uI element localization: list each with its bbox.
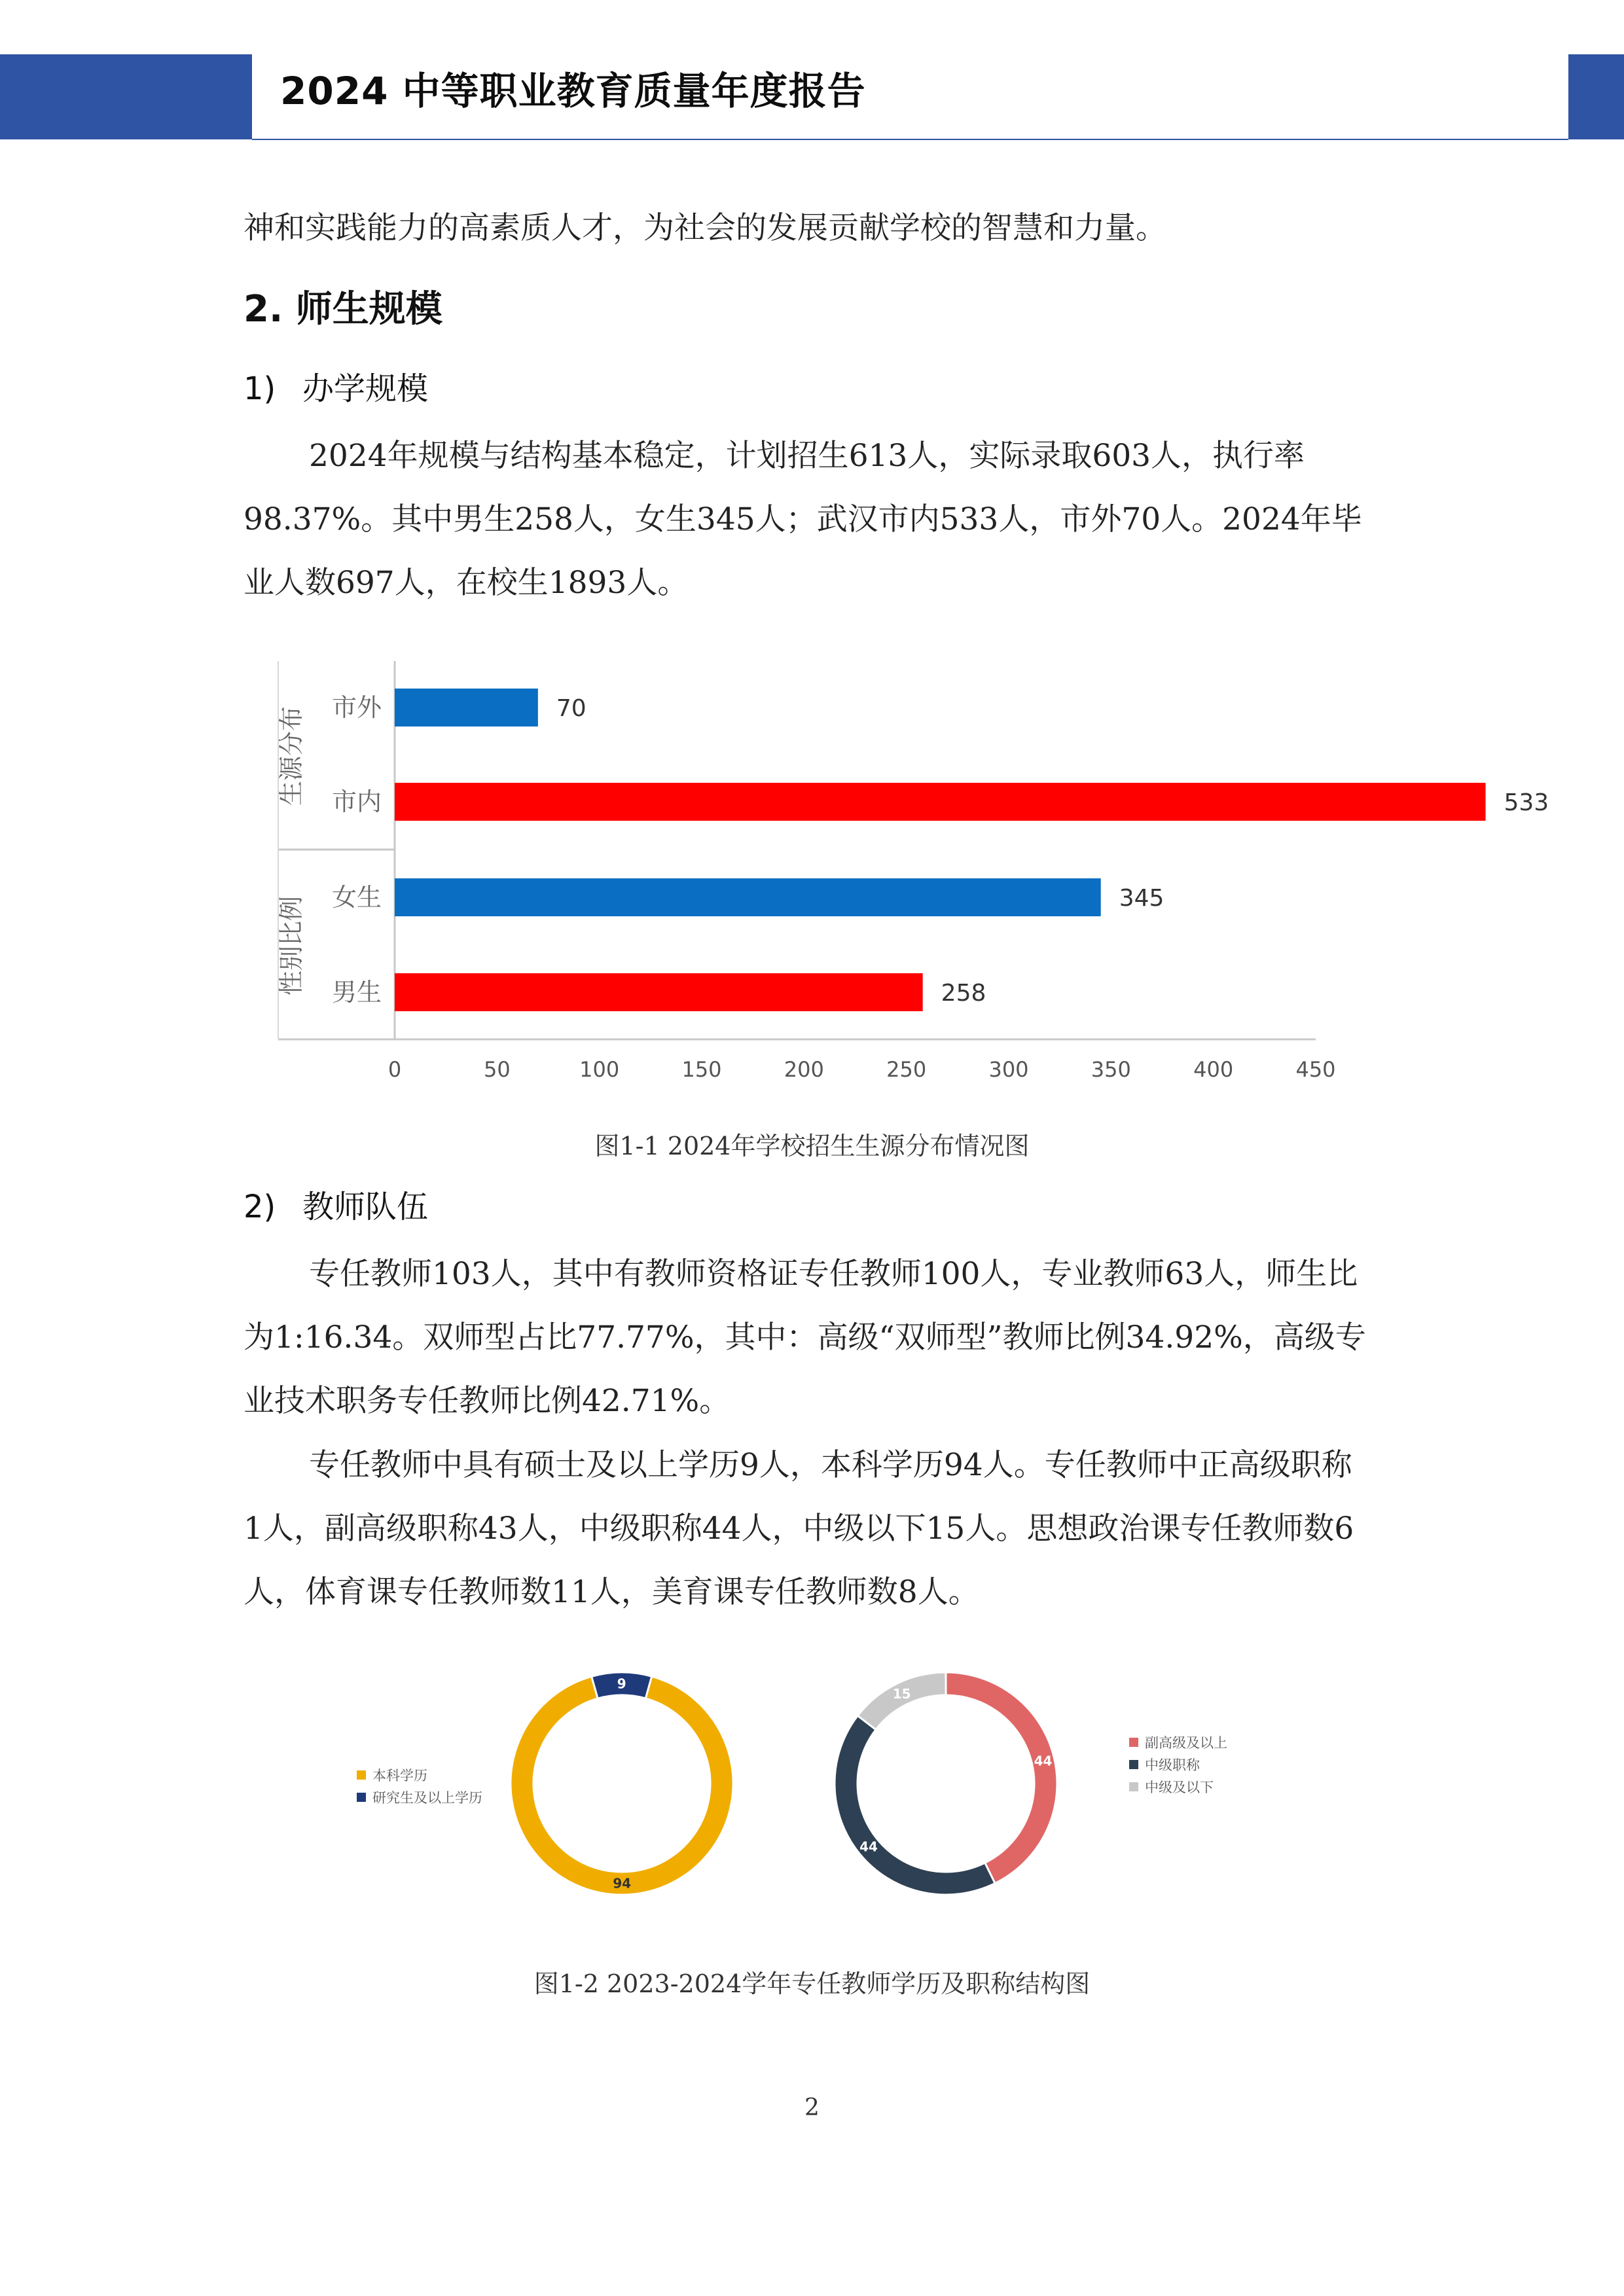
chart1-group-label: 性别比例 [277, 895, 306, 996]
chart1-tick-label: 100 [579, 1057, 620, 1082]
donut-data-label: 15 [892, 1686, 911, 1702]
subsection-heading-teachers [244, 1181, 428, 1227]
header-rule [252, 139, 1568, 140]
chart1-category-label: 市外 [331, 693, 382, 722]
legend-label: 中级及以下 [1145, 1780, 1214, 1795]
legend-swatch [1129, 1760, 1138, 1769]
header-accent-left [0, 54, 252, 139]
chart1-tick-label: 400 [1193, 1057, 1234, 1082]
legend-label: 副高级及以上 [1145, 1735, 1227, 1751]
chart1-tick-label: 200 [784, 1057, 824, 1082]
legend-swatch [1129, 1782, 1138, 1791]
legend-swatch [357, 1770, 366, 1780]
figure-caption-2: 图1-2 2023-2024学年专任教师学历及职称结构图 [533, 1969, 1091, 1998]
legend-item-postgrad [357, 1786, 482, 1808]
legend-swatch [357, 1793, 366, 1802]
chart1-tick-label: 250 [886, 1057, 927, 1082]
figure-caption-1: 图1-1 2024年学校招生生源分布情况图 [594, 1132, 1030, 1160]
report-title: 2024 中等职业教育质量年度报告 [280, 69, 866, 113]
header-accent-right [1568, 54, 1624, 139]
subsection-title: 教师队伍 [302, 1189, 429, 1225]
chart1-bar [395, 783, 1486, 821]
legend-swatch [1129, 1738, 1138, 1747]
donut-slice [511, 1676, 733, 1895]
legend-item-intermediate [1129, 1753, 1227, 1776]
section-heading: 2. 师生规模 [244, 288, 442, 331]
chart1-tick-label: 50 [483, 1057, 511, 1082]
chart1-tick-label: 350 [1091, 1057, 1131, 1082]
chart1-bars [332, 689, 1549, 1011]
subsection-number: 2) [244, 1189, 276, 1225]
legend-label: 研究生及以上学历 [372, 1790, 482, 1806]
chart1-bar [395, 689, 538, 726]
page-number: 2 [804, 2094, 820, 2121]
legend-item-below-intermediate [1129, 1776, 1227, 1798]
chart1-bar [395, 973, 923, 1011]
chart1-data-label: 258 [941, 980, 986, 1007]
chart1-category-label: 市内 [331, 787, 382, 816]
donut-slice [835, 1715, 995, 1895]
subsection-heading-scale [244, 363, 428, 408]
chart1-tick-label: 450 [1295, 1057, 1336, 1082]
education-donut [511, 1672, 733, 1895]
chart1-group-label: 生源分布 [277, 706, 306, 806]
legend-item-senior [1129, 1731, 1227, 1753]
chart1-tick-label: 300 [988, 1057, 1029, 1082]
donut-data-label: 94 [613, 1875, 632, 1892]
legend-item-bachelor [357, 1764, 482, 1786]
legend-label: 本科学历 [372, 1768, 427, 1784]
donut-data-label: 9 [617, 1676, 626, 1692]
chart1-bar [395, 878, 1101, 916]
title-legend [1129, 1731, 1227, 1798]
title-donut-chart [828, 1666, 1064, 1901]
donut-data-label: 44 [859, 1839, 878, 1855]
subsection-number: 1) [244, 370, 276, 407]
donut-data-label: 44 [1034, 1753, 1053, 1769]
title-donut [835, 1672, 1057, 1895]
chart1-tick-label: 150 [681, 1057, 722, 1082]
chart1-category-label: 男生 [331, 978, 382, 1007]
education-legend [357, 1764, 482, 1808]
chart1-data-label: 533 [1504, 789, 1549, 816]
chart1-ticks [388, 1057, 1336, 1082]
paragraph-enrollment: 2024年规模与结构基本稳定，计划招生613人，实际录取603人，执行率98.37%。其中男生258人，女生345人；武汉市内533人，市外70人。2024年毕业人数697人，在校生1893人。 [244, 438, 1362, 601]
subsection-title: 办学规模 [302, 370, 429, 407]
paragraph-teachers: 专任教师103人，其中有教师资格证专任教师100人，专业教师63人，师生比为1:16.34。双师型占比77.77%，其中：高级“双师型”教师比例34.92%，高级专业技术职务专任教师比例42.71%。 [244, 1256, 1366, 1419]
education-donut-chart [504, 1666, 740, 1901]
enrollment-bar-chart [262, 648, 1549, 1100]
legend-label: 中级职称 [1145, 1757, 1200, 1773]
intro-line: 神和实践能力的高素质人才，为社会的发展贡献学校的智慧和力量。 [244, 210, 1166, 246]
chart1-tick-label: 0 [388, 1057, 402, 1082]
donut-slice [946, 1672, 1057, 1884]
chart1-data-label: 345 [1119, 885, 1164, 912]
chart1-data-label: 70 [556, 695, 586, 722]
paragraph-teacher-qualifications: 专任教师中具有硕士及以上学历9人，本科学历94人。专任教师中正高级职称1人，副高级职称43人，中级职称44人，中级以下15人。思想政治课专任教师数6人，体育课专任教师数11人，美育课专任教师数8人。 [244, 1447, 1354, 1610]
chart1-category-label: 女生 [331, 883, 382, 912]
